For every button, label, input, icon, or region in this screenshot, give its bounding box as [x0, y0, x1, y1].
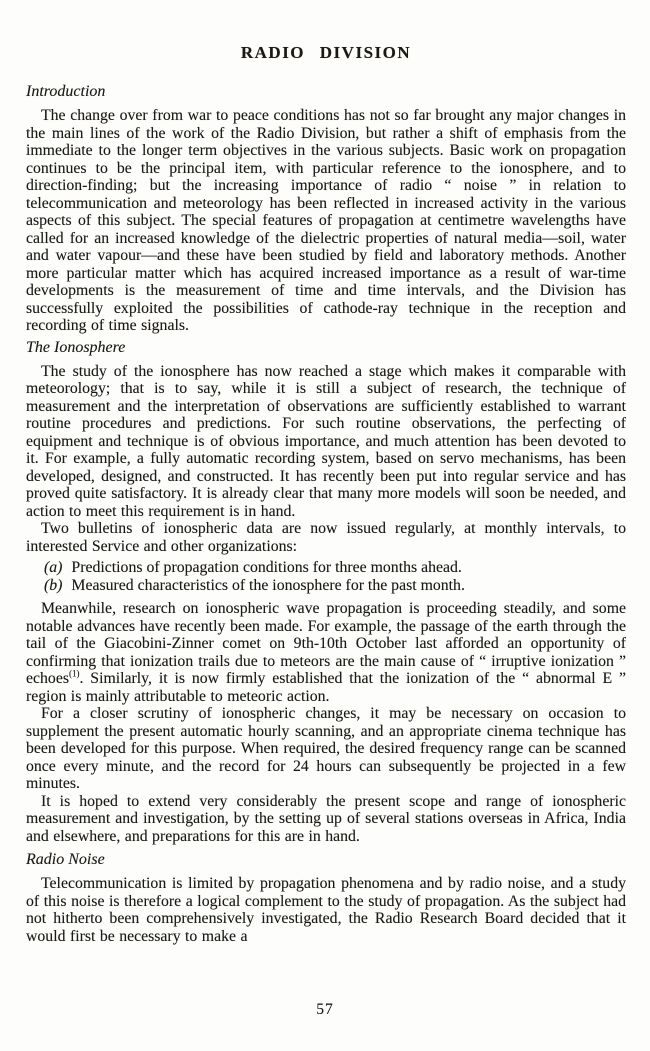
- list-item-a: [26, 559, 626, 577]
- paragraph-meteor-research: [26, 600, 626, 705]
- page-title: RADIO DIVISION: [240, 43, 412, 62]
- paragraph-bulletins-intro: Two bulletins of ionospheric data are now issued regularly, at monthly intervals, to interested Service and other organizations:: [26, 520, 626, 555]
- footnote-reference: (1): [68, 668, 80, 679]
- section-heading-introduction: Introduction: [26, 83, 106, 100]
- list-text-b: Measured characteristics of the ionosphere for the past month.: [71, 576, 465, 594]
- list-marker-a: (a): [44, 559, 63, 576]
- list-text-a: Predictions of propagation conditions for three months ahead.: [71, 559, 462, 576]
- paragraph-ionosphere-routine: The study of the ionosphere has now reached a stage which makes it comparable with meteorology; that is to say, while it is still a subject of research, the technique of measurement and the interpretation of observations are sufficiently established to warrant routine procedures and predictions. For such routine observations, the perfecting of equipment and technique is of obvious importance, and much attention has been devoted to it. For example, a fully automatic recording system, based on servo mechanisms, has been developed, designed, and constructed. It has recently been put into regular service and has proved quite satisfactory. It is already clear that many more models will soon be needed, and action to meet this requirement is in hand.: [26, 362, 626, 520]
- meteor-research-text: Meanwhile, research on ionospheric wave propagation is proceeding steadily, and some notable advances have recently been made. For example, the passage of the earth through the tail of the Giacobini-Zinner comet on 9th-10th October last afforded an opportunity of confirming that ionization trails due to meteors are the main cause of “ irruptive ionization ” echoes: [26, 600, 626, 688]
- list-item-b: [26, 577, 626, 595]
- paragraph-radio-noise: Telecommunication is limited by propagation phenomena and by radio noise, and a study of this noise is therefore a logical complement to the study of propagation. As the subject had not hitherto been comprehensively investigated, the Radio Research Board decided that it would first be necessary to make a: [26, 875, 626, 945]
- paragraph-introduction: The change over from war to peace conditions has not so far brought any major changes in the main lines of the work of the Radio Division, but rather a shift of emphasis from the immediate to the longer term objectives in the various subjects. Basic work on propagation continues to be the principal item, with particular reference to the ionosphere, and to direction-finding; but the increasing importance of radio “ noise ” in relation to telecommunication and meteorology has been reflected in increased activity in the various aspects of this subject. The special features of propagation at centimetre wavelengths have called for an increased knowledge of the dielectric properties of natural media—soil, water and water vapour—and these have been studied by field and laboratory methods. Another more particular matter which has acquired increased importance as a result of war-time developments is the measurement of time and time intervals, and the Division has successfully exploited the possibilities of cathode-ray technique in the reception and recording of time signals.: [26, 107, 626, 334]
- bulletins-list: [26, 559, 626, 594]
- list-marker-b: (b): [44, 576, 63, 594]
- page-number: 57: [316, 1001, 334, 1018]
- paragraph-overseas-stations: It is hoped to extend very considerably the present scope and range of ionospheric measurement and investigation, by the setting up of several stations overseas in Africa, India and elsewhere, and preparations for this are in hand.: [26, 792, 626, 845]
- section-heading-radio-noise: Radio Noise: [26, 851, 105, 869]
- paragraph-cinema-technique: For a closer scrutiny of ionospheric changes, it may be necessary on occasion to supplement the present automatic hourly scanning, and an appropriate cinema technique has been developed for this purpose. When required, the desired frequency range can be scanned once every minute, and the record for 24 hours can subsequently be projected in a few minutes.: [26, 705, 626, 793]
- section-heading-ionosphere: The Ionosphere: [26, 338, 126, 356]
- meteor-research-text-continued: . Similarly, it is now firmly established that the ionization of the “ abnormal E ” region is mainly attributable to meteoric action.: [26, 670, 626, 705]
